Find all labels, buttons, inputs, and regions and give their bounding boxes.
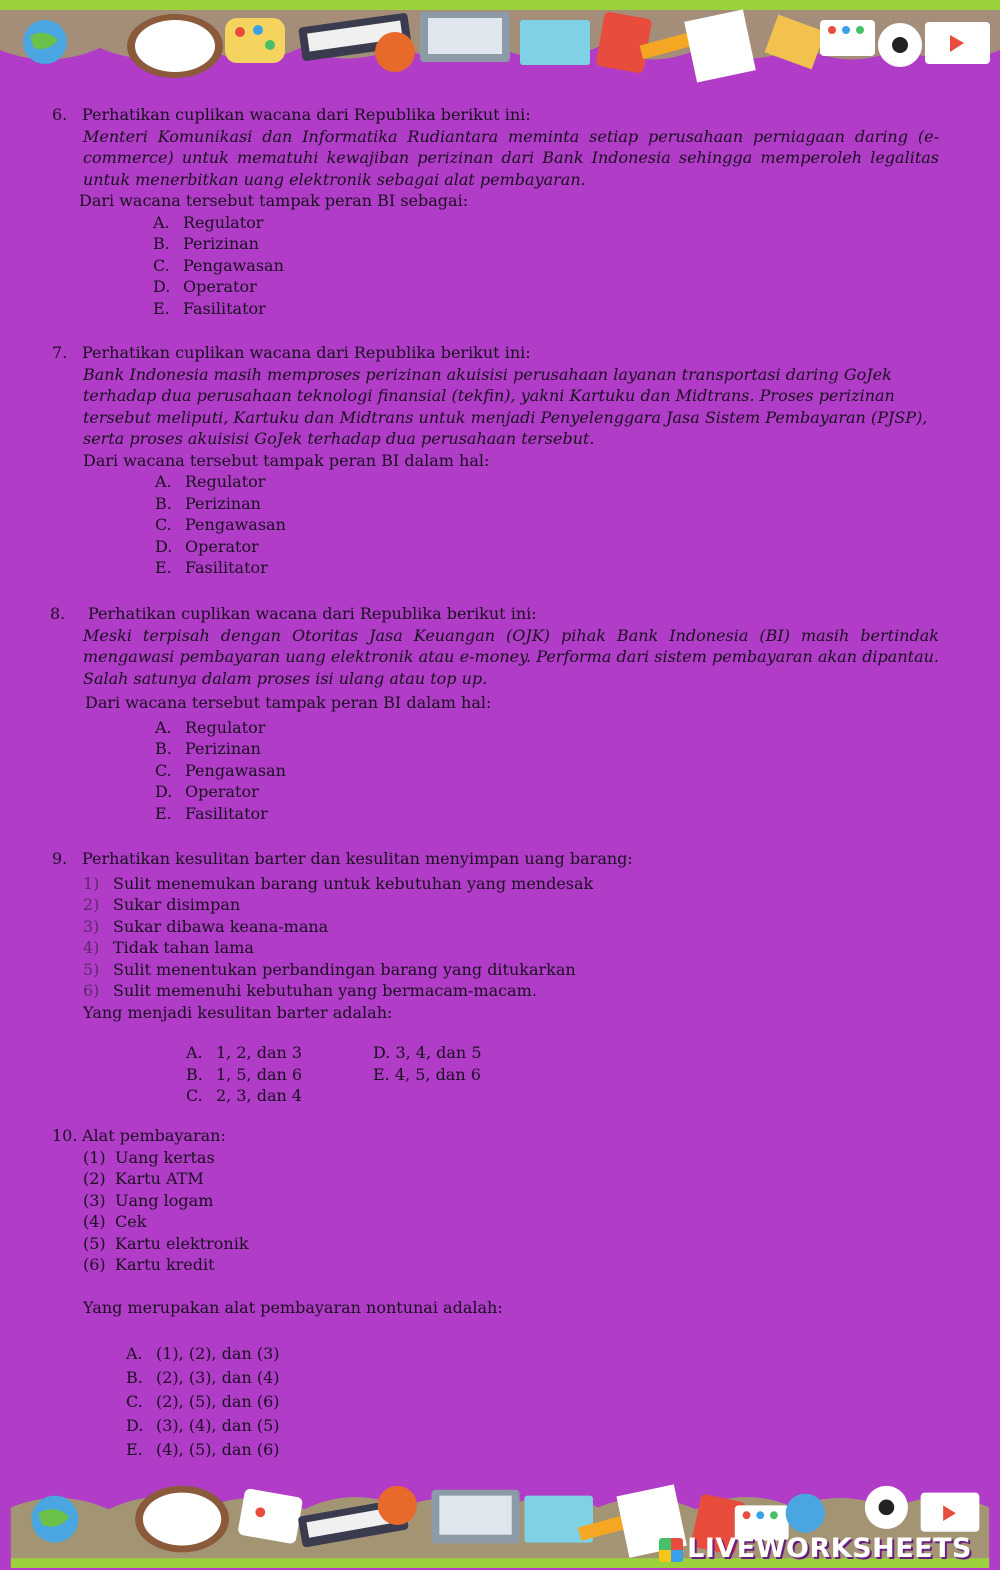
option-a[interactable]: A. 1, 2, dan 3 (186, 1043, 303, 1062)
list-item: (6) Kartu kredit (83, 1255, 215, 1274)
option-e[interactable]: E. 4, 5, dan 6 (373, 1064, 481, 1084)
logo-icon (659, 1538, 683, 1562)
question-prompt: Yang merupakan alat pembayaran nontunai adalah: (83, 1297, 503, 1317)
option-d[interactable]: D. Operator (155, 782, 259, 801)
option-a[interactable]: A. (1), (2), dan (3) (126, 1344, 280, 1363)
list-item: (5) Kartu elektronik (83, 1233, 249, 1253)
list-item: 5) Sulit menentukan perbandingan barang yang ditukarkan (83, 959, 576, 979)
question-prompt: Dari wacana tersebut tampak peran BI dalam hal: (83, 450, 490, 470)
list-item: (1) Uang kertas (83, 1147, 215, 1167)
question-title-text: Perhatikan cuplikan wacana dari Republika berikut ini: (82, 105, 531, 124)
option-list (126, 1342, 503, 1462)
question-title-text: Perhatikan cuplikan wacana dari Republika berikut ini: (82, 343, 531, 362)
option-a[interactable]: A. Regulator (153, 212, 264, 232)
option-b[interactable]: B. Perizinan (153, 234, 259, 253)
option-b[interactable]: B. Perizinan (155, 493, 261, 513)
list-item: 3) Sukar dibawa keana-mana (83, 916, 329, 936)
question-prompt: Dari wacana tersebut tampak peran BI sebagai: (79, 191, 469, 210)
liveworksheets-logo[interactable]: LIVEWORKSHEETS (659, 1533, 972, 1564)
question-title (52, 848, 633, 870)
option-d[interactable]: D. (3), (4), dan (5) (126, 1416, 280, 1435)
option-list (155, 471, 933, 579)
list-item: 4) Tidak tahan lama (83, 938, 254, 957)
option-c[interactable]: C. Pengawasan (155, 515, 286, 534)
question-title (50, 603, 939, 625)
question-title-text: Perhatikan kesulitan barter dan kesulitan menyimpan uang barang: (82, 849, 633, 868)
option-a[interactable]: A. Regulator (155, 717, 266, 737)
payment-list (83, 1147, 503, 1276)
option-b[interactable]: B. (2), (3), dan (4) (126, 1368, 280, 1387)
question-8 (50, 603, 939, 824)
question-7 (52, 342, 933, 579)
statement-list (83, 873, 633, 1002)
option-c[interactable]: C. 2, 3, dan 4 (186, 1086, 303, 1105)
option-list (155, 717, 939, 825)
list-item: 1) Sulit menemukan barang untuk kebutuhan yang mendesak (83, 873, 594, 893)
passage-text: Bank Indonesia masih memproses perizinan akuisisi perusahaan layanan transportasi daring GoJek terhadap dua perusahaan teknologi finansial (tekfin), yakni Kartuku dan Midtrans. Proses perizinan tersebut meliputi, Kartuku dan Midtrans untuk menjadi Penyelenggara Jasa Sistem Pembayaran (PJSP), serta proses akuisisi GoJek terhadap dua perusahaan tersebut. (83, 364, 928, 448)
option-list-right (373, 1042, 482, 1085)
question-title-text: Alat pembayaran: (82, 1126, 226, 1145)
option-b[interactable]: B. Perizinan (155, 739, 261, 758)
passage-text: Menteri Komunikasi dan Informatika Rudiantara meminta setiap perusahaan perniagaan daring (e-commerce) untuk mematuhi kewajiban perizinan dari Bank Indonesia sehingga memperoleh legalitas untuk menerbitkan uang elektronik sebagai alat pembayaran. (83, 126, 939, 189)
option-list (153, 212, 939, 320)
question-number: 8. (50, 604, 66, 623)
question-title-text: Perhatikan cuplikan wacana dari Republika berikut ini: (88, 604, 537, 623)
question-10 (52, 1125, 503, 1462)
question-prompt: Dari wacana tersebut tampak peran BI dalam hal: (85, 693, 492, 712)
option-e[interactable]: E. Fasilitator (153, 298, 266, 318)
question-title (52, 1125, 503, 1147)
option-c[interactable]: C. (2), (5), dan (6) (126, 1392, 280, 1411)
globe-icon (786, 1494, 825, 1533)
option-d[interactable]: D. Operator (153, 277, 257, 296)
option-a[interactable]: A. Regulator (155, 472, 266, 491)
paint-card-icon (237, 1488, 303, 1544)
list-item: (2) Kartu ATM (83, 1169, 204, 1188)
question-number: 7. (52, 343, 68, 362)
question-number: 10. (52, 1126, 78, 1145)
list-item: 6) Sulit memenuhi kebutuhan yang bermacam-macam. (83, 981, 537, 1000)
option-c[interactable]: C. Pengawasan (153, 255, 284, 275)
option-d[interactable]: D. Operator (155, 536, 259, 556)
question-number: 6. (52, 105, 68, 124)
option-e[interactable]: E. (4), (5), dan (6) (126, 1440, 280, 1459)
option-e[interactable]: E. Fasilitator (155, 558, 268, 577)
basketball-icon (378, 1486, 417, 1525)
question-9 (52, 848, 633, 1023)
option-c[interactable]: C. Pengawasan (155, 760, 286, 780)
question-title (52, 104, 939, 126)
list-item: (4) Cek (83, 1212, 147, 1231)
question-number: 9. (52, 849, 68, 868)
passage-text: Meski terpisah dengan Otoritas Jasa Keuangan (OJK) pihak Bank Indonesia (BI) masih bertindak mengawasi pembayaran uang elektronik atau e-money. Performa dari sistem pembayaran akan dipantau. Salah satunya dalam proses isi ulang atau top up. (83, 625, 939, 688)
option-list (186, 1042, 302, 1107)
question-6 (52, 104, 939, 319)
question-title (52, 342, 933, 364)
list-item: 2) Sukar disimpan (83, 895, 241, 914)
question-prompt: Yang menjadi kesulitan barter adalah: (83, 1002, 393, 1022)
option-e[interactable]: E. Fasilitator (155, 803, 268, 823)
option-d[interactable]: D. 3, 4, dan 5 (373, 1043, 482, 1062)
option-b[interactable]: B. 1, 5, dan 6 (186, 1064, 303, 1084)
list-item: (3) Uang logam (83, 1190, 214, 1210)
